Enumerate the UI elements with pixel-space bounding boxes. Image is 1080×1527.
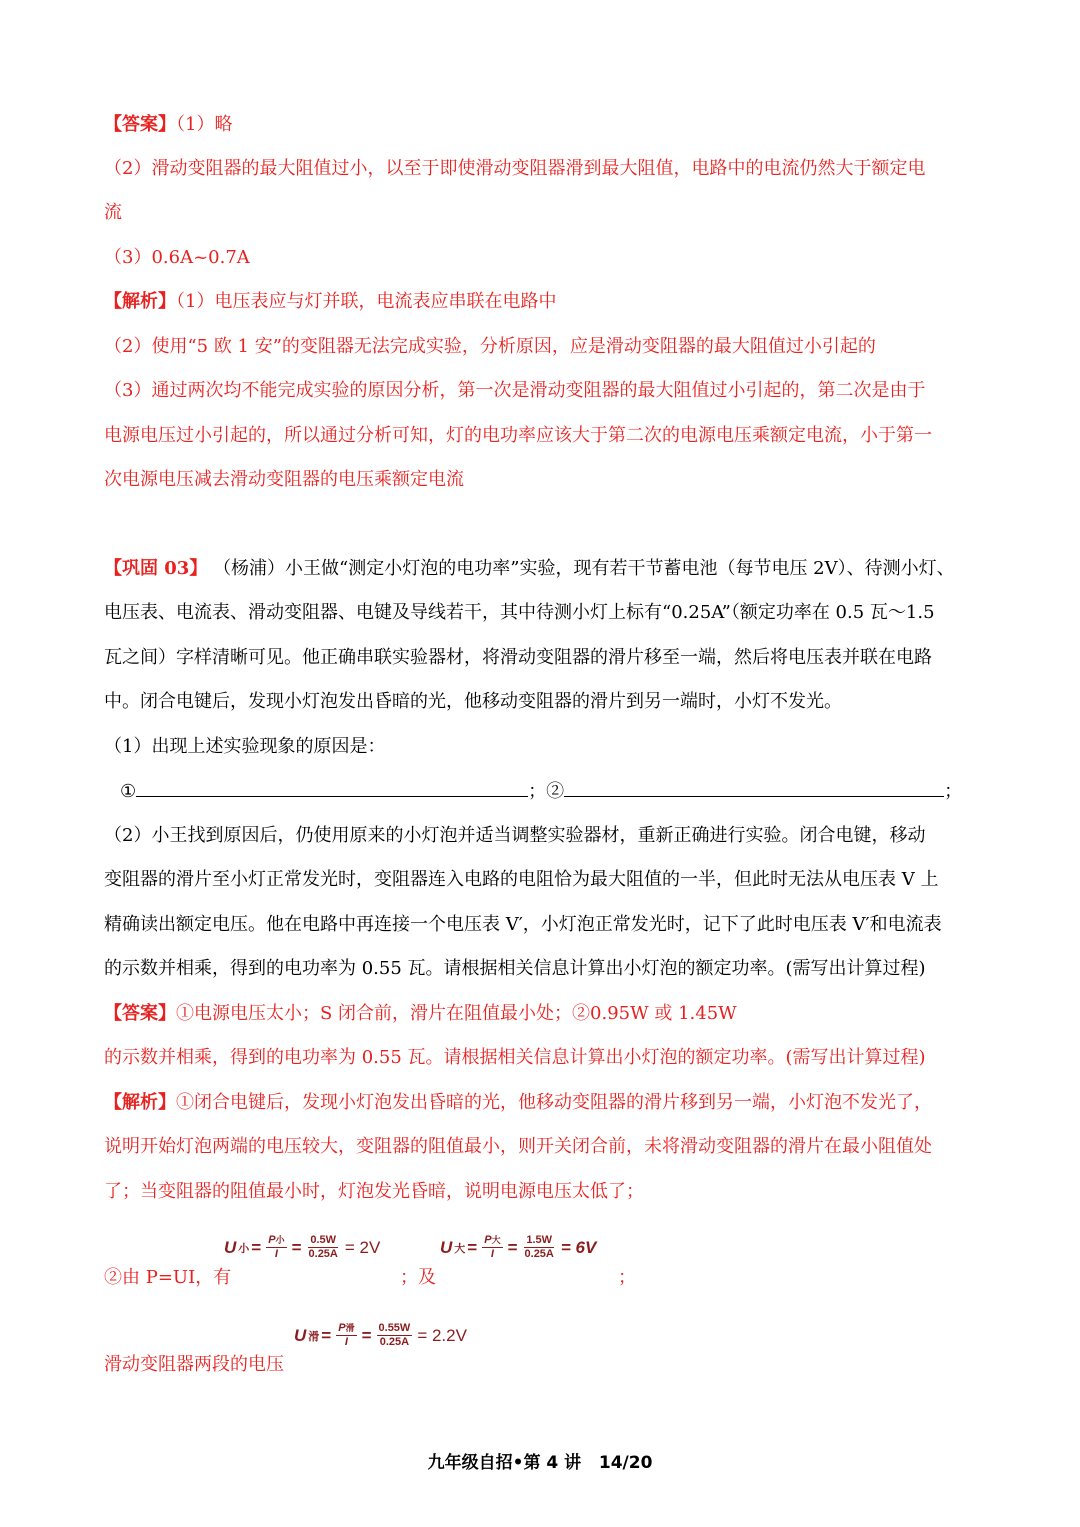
fraction-values: $\frac{1.5W}{0.25A}$ — [524, 1234, 554, 1260]
question-2-line-2: 变阻器的滑片至小灯正常发光时，变阻器连入电路的电阻恰为最大阻值的一半，但此时无法从电压表 V 上 — [104, 869, 939, 890]
blank-1[interactable] — [136, 778, 528, 797]
analysis-tag: 【解析】 — [104, 291, 176, 312]
formula-u-small: U 小 = $\frac{\text{P小}}{I}$ = $\frac{0.5W}{0.25A}$ = 2V — [224, 1234, 381, 1260]
answer-2-line-2: 的示数并相乘，得到的电功率为 0.55 瓦。请根据相关信息计算出小灯泡的额定功率。(需写出计算过程) — [104, 1047, 926, 1068]
analysis-1-line-1: 【解析】（1）电压表应与灯并联，电流表应串联在电路中 — [104, 291, 557, 312]
answer-1-line-3: 流 — [104, 202, 122, 223]
fraction-values: $\frac{0.5W}{0.25A}$ — [308, 1234, 338, 1260]
answer-1-line-2: （2）滑动变阻器的最大阻值过小，以至于即使滑动变阻器滑到最大阻值，电路中的电流仍然大于额定电 — [104, 158, 926, 179]
page-number: 14/20 — [598, 1453, 653, 1473]
analysis-1-line-3: （3）通过两次均不能完成实验的原因分析，第一次是滑动变阻器的最大阻值过小引起的，第二次是由于 — [104, 380, 926, 401]
answer-blanks: ① ；② ； — [120, 778, 962, 805]
question-2-line-3: 精确读出额定电压。他在电路中再连接一个电压表 V′，小灯泡正常发光时，记下了此时电压表 V′和电流表 — [104, 914, 942, 935]
analysis-2-line-4-mid: ；及 — [400, 1267, 436, 1288]
problem-line-3: 瓦之间）字样清晰可见。他正确串联实验器材，将滑动变阻器的滑片移至一端，然后将电压表并联在电路 — [104, 647, 932, 668]
analysis-2-line-5-prefix: 滑动变阻器两段的电压 — [104, 1354, 284, 1375]
answer-2-line-1: 【答案】①电源电压太小；S 闭合前，滑片在阻值最小处；②0.95W 或 1.45W — [104, 1003, 737, 1024]
problem-tag: 【巩固 03】 — [104, 558, 208, 579]
problem-line-4: 中。闭合电键后，发现小灯泡发出昏暗的光，他移动变阻器的滑片到另一端时，小灯不发光。 — [104, 691, 842, 712]
problem-line-2: 电压表、电流表、滑动变阻器、电键及导线若干，其中待测小灯上标有“0.25A”（额定功率在 0.5 瓦～1.5 — [104, 602, 935, 623]
page-footer — [0, 1448, 1080, 1473]
analysis-2-line-3: 了；当变阻器的阻值最小时，灯泡发光昏暗，说明电源电压太低了； — [104, 1181, 644, 1202]
answer-1-line-1: 【答案】（1）略 — [104, 114, 233, 135]
answer-tag: 【答案】 — [104, 1003, 176, 1024]
fraction-p-over-i: $\frac{\text{P滑}}{I}$ — [338, 1322, 355, 1348]
blank-2[interactable] — [564, 778, 944, 797]
problem-line-1: 【巩固 03】 （杨浦）小王做“测定小灯泡的电功率”实验，现有若干节蓄电池（每节电压 2V）、待测小灯、 — [104, 558, 955, 579]
fraction-values: $\frac{0.55W}{0.25A}$ — [378, 1322, 411, 1348]
answer-1-line-4: （3）0.6A~0.7A — [104, 247, 250, 268]
fraction-p-over-i: $\frac{\text{P大}}{I}$ — [484, 1234, 501, 1260]
analysis-2-line-2: 说明开始灯泡两端的电压较大，变阻器的阻值最小，则开关闭合前，未将滑动变阻器的滑片在最小阻值处 — [104, 1136, 932, 1157]
answer-tag: 【答案】 — [104, 114, 176, 135]
analysis-1-line-4: 电源电压过小引起的，所以通过分析可知，灯的电功率应该大于第二次的电源电压乘额定电流，小于第一 — [104, 425, 932, 446]
footer-title: 九年级自招•第 4 讲 — [427, 1453, 582, 1473]
analysis-1-line-2: （2）使用“5 欧 1 安”的变阻器无法完成实验，分析原因，应是滑动变阻器的最大阻值过小引起的 — [104, 336, 876, 357]
question-1: （1）出现上述实验现象的原因是： — [104, 736, 386, 757]
question-2-line-1: （2）小王找到原因后，仍使用原来的小灯泡并适当调整实验器材，重新正确进行实验。闭合电键，移动 — [104, 825, 926, 846]
analysis-2-line-4-prefix: ②由 P=UI，有 — [104, 1267, 232, 1288]
analysis-2-line-4-end: ； — [618, 1267, 636, 1288]
fraction-p-over-i: $\frac{\text{P小}}{I}$ — [268, 1234, 285, 1260]
analysis-tag: 【解析】 — [104, 1092, 176, 1113]
question-2-line-4: 的示数并相乘，得到的电功率为 0.55 瓦。请根据相关信息计算出小灯泡的额定功率。(需写出计算过程) — [104, 958, 926, 979]
analysis-1-line-5: 次电源电压减去滑动变阻器的电压乘额定电流 — [104, 469, 464, 490]
formula-u-large: U 大 = $\frac{\text{P大}}{I}$ = $\frac{1.5W}{0.25A}$ = 6V — [440, 1234, 597, 1260]
analysis-2-line-1: 【解析】①闭合电键后，发现小灯泡发出昏暗的光，他移动变阻器的滑片移到另一端，小灯泡不发光了， — [104, 1092, 932, 1113]
formula-u-slider: U 滑 = $\frac{\text{P滑}}{I}$ = $\frac{0.55W}{0.25A}$ = 2.2V — [294, 1322, 467, 1348]
